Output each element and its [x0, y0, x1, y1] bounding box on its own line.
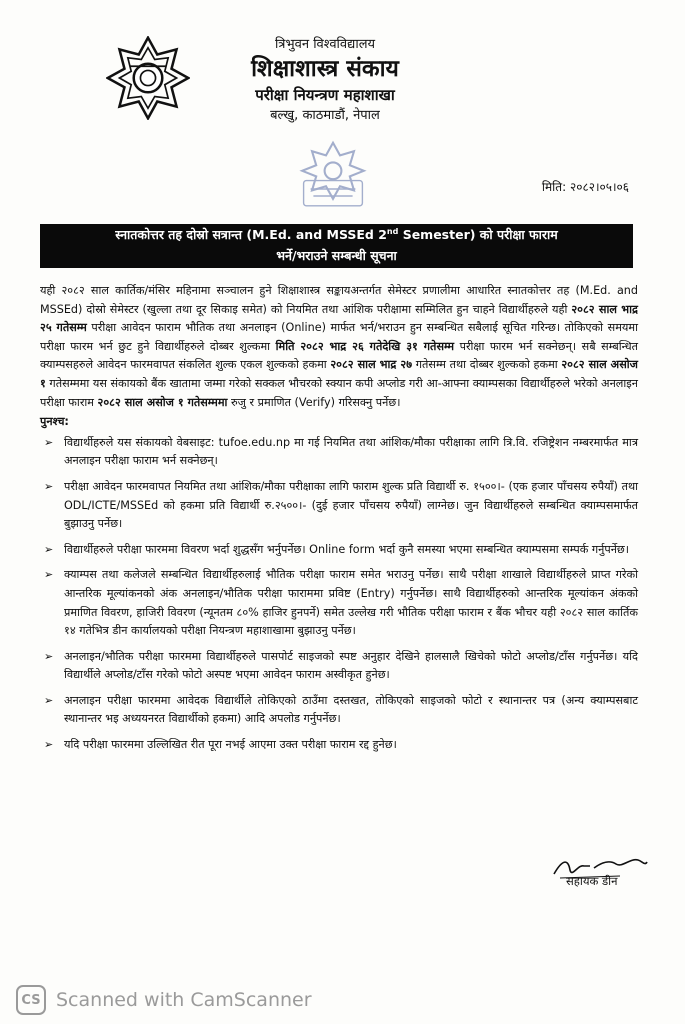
notice-title: [40, 224, 633, 268]
letterhead: [210, 36, 440, 126]
title-line-2: भर्ने/भराउने सम्बन्धी सूचना: [276, 248, 397, 263]
university-name: त्रिभुवन विश्वविद्यालय: [274, 37, 376, 52]
notes-list: [40, 434, 638, 755]
title-line-1: स्नातकोत्तर तह दोस्रो सत्रान्त (M.Ed. and MSSEd 2nd Semester) को परीक्षा फाराम: [115, 226, 558, 242]
note-item: ➢ विद्यार्थीहरुले यस संकायको वेबसाइट: tufoe.edu.np मा गई नियमित तथा आंशिक/मौका परीक्षाका लागि त्रि.वि. रजिष्ट्रेशन नम्बरमार्फत मात्र अनलाइन परीक्षा फाराम भर्न सक्नेछन्।: [40, 434, 638, 471]
postscript-label: पुनश्च:: [40, 415, 69, 429]
note-item: ➢ अनलाइन/भौतिक परीक्षा फारममा विद्यार्थीहरुले पासपोर्ट साइजको स्पष्ट अनुहार देखिने हालसालै खिचेको फोटो अप्लोड/टाँस गर्नुपर्नेछ। यदि विद्यार्थीले अप्लोड/टाँस गरेको फोटो अस्पष्ट भएमा आवेदन फाराम अस्वीकृत हुनेछ।: [40, 648, 638, 685]
camscanner-watermark: [16, 985, 312, 1015]
office-stamp-icon: [298, 140, 368, 210]
address: बल्खु, काठमाडौं, नेपाल: [270, 108, 380, 123]
notice-date: मिति: २०८२।०५।०६: [541, 180, 629, 194]
tribhuvan-university-logo-icon: [106, 36, 190, 120]
faculty-name: शिक्षाशास्त्र संकाय: [251, 56, 399, 82]
signatory-title: सहायक डीन: [566, 874, 618, 888]
notice-body: [40, 282, 638, 762]
note-item: ➢ विद्यार्थीहरुले परीक्षा फारममा विवरण भर्दा शुद्धसँग भर्नुपर्नेछ। Online form भर्दा कुनै समस्या भएमा सम्बन्धित क्याम्पसमा सम्पर्क गर्नुपर्नेछ।: [40, 541, 638, 560]
note-item: ➢ यदि परीक्षा फारममा उल्लिखित रीत पूरा नभई आएमा उक्त परीक्षा फाराम रद्द हुनेछ।: [40, 736, 638, 755]
camscanner-logo-icon: CS: [16, 985, 46, 1015]
camscanner-label: Scanned with CamScanner: [56, 989, 312, 1011]
department-name: परीक्षा नियन्त्रण महाशाखा: [255, 86, 395, 104]
note-item: ➢ परीक्षा आवेदन फारमवापत नियमित तथा आंशिक/मौका परीक्षाका लागि फाराम शुल्क प्रति विद्यार्थी रु. १५००।- (एक हजार पाँचसय रुपैयाँ) तथा ODL/ICTE/MSSEd को हकमा प्रति विद्यार्थी रु.२५००।- (दुई हजार पाँचसय रुपैयाँ) लाग्नेछ। जुन विद्यार्थीहरुले सम्बन्धित क्याम्पसमार्फत बुझाउनु पर्नेछ।: [40, 478, 638, 534]
note-item: ➢ क्याम्पस तथा कलेजले सम्बन्धित विद्यार्थीहरुलाई भौतिक परीक्षा फाराम समेत भराउनु पर्नेछ। साथै परीक्षा शाखाले विद्यार्थीहरुले प्राप्त गरेको आन्तरिक मूल्यांकनको अंक अनलाइन/भौतिक परीक्षा फाराममा प्रविष्ट (Entry) गर्नुपर्नेछ। साथै विद्यार्थीहरुको आन्तरिक मूल्यांकन अंकको प्रमाणित विवरण, हाजिरी विवरण (न्यूनतम ८०% हाजिर हुनपर्ने) समेत उल्लेख गरी भौतिक परीक्षा फाराम र बैंक भौचर यही २०८२ साल कार्तिक १४ गतेभित्र डीन कार्यालयको परीक्षा नियन्त्रण महाशाखामा बुझाउनु पर्नेछ।: [40, 566, 638, 640]
intro-paragraph: यही २०८२ साल कार्तिक/मंसिर महिनामा सञ्चालन हुने शिक्षाशास्त्र सङ्कायअन्तर्गत सेमेस्टर प्रणालीमा आधारित स्नातकोत्तर तह (M.Ed. and MSSEd) दोस्रो सेमेस्टर (खुल्ला तथा दूर सिकाइ समेत) को नियमित तथा आंशिक परीक्षामा सम्मिलित हुन चाहने विद्यार्थीहरुले यही २०८२ साल भाद्र २५ गतेसम्म परीक्षा आवेदन फाराम भौतिक तथा अनलाइन (Online) मार्फत भर्न/भराउन हुन सम्बन्धित सबैलाई सूचित गरिन्छ। तोकिएको समयमा परीक्षा फारम भर्न छुट हुने विद्यार्थीहरुले दोब्बर शुल्कमा मिति २०८२ भाद्र २६ गतेदेखि ३१ गतेसम्म परीक्षा फारम भर्न सक्नेछन्। सबै सम्बन्धित क्याम्पसहरुले आवेदन फारमवापत संकलित शुल्क एकल शुल्कको हकमा २०८२ साल भाद्र २७ गतेसम्म तथा दोब्बर शुल्कको हकमा २०८२ साल असोज १ गतेसम्ममा यस संकायको बैंक खातामा जम्मा गरेको सक्कल भौचरको स्क्यान कपी अप्लोड गरी आ-आफ्ना क्याम्पसका विद्यार्थीहरुले भरेको अनलाइन परीक्षा फाराम २०८२ साल असोज १ गतेसम्ममा रुजु र प्रमाणित (Verify) गरिसक्नु पर्नेछ।: [40, 284, 639, 409]
note-item: ➢ अनलाइन परीक्षा फारममा आवेदक विद्यार्थीले तोकिएको ठाउँमा दस्तखत, तोकिएको साइजको फोटो र स्थानान्तर पत्र (अन्य क्याम्पसबाट स्थानान्तर भइ अध्ययनरत विद्यार्थीको हकमा) आदि अपलोड गर्नुपर्नेछ।: [40, 692, 638, 729]
